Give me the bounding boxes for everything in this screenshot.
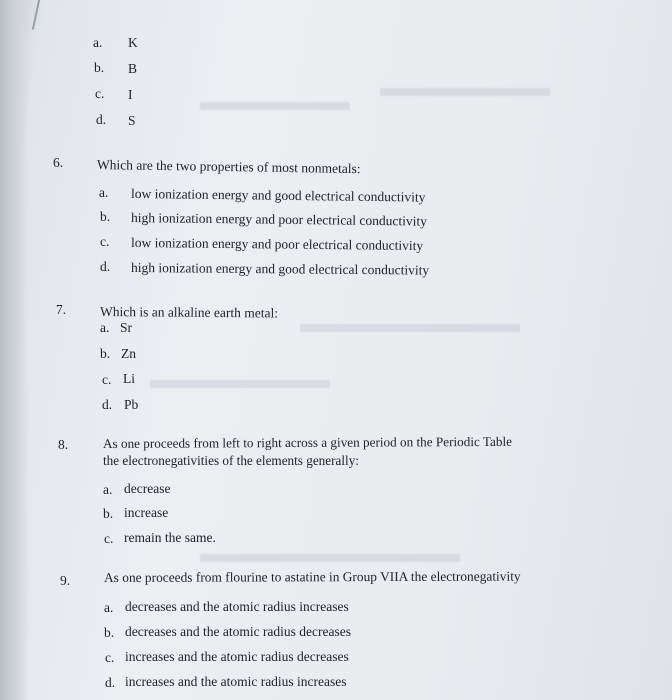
option-letter: b. — [103, 506, 114, 521]
option-letter: c. — [105, 650, 115, 665]
option-letter: a. — [93, 35, 103, 50]
option-text: decreases and the atomic radius increases — [125, 599, 349, 614]
show-through-smudge — [150, 380, 330, 388]
option-letter: d. — [102, 397, 113, 412]
show-through-smudge — [300, 324, 520, 332]
option-letter: a. — [99, 185, 109, 200]
option-text: Zn — [121, 346, 136, 361]
option-letter: a. — [104, 600, 114, 615]
option-text: decreases and the atomic radius decreases — [125, 624, 352, 639]
option-letter: c. — [95, 86, 105, 101]
option-letter: d. — [100, 259, 111, 274]
option-letter: d. — [105, 675, 116, 690]
option-letter: c. — [104, 531, 114, 546]
question-stem: As one proceeds from flourine to astatine in Group VIIA the electronegativity — [103, 568, 521, 585]
question-stem: As one proceeds from left to right across a given period on the Periodic Table — [102, 433, 513, 451]
option-text: Pb — [124, 397, 139, 412]
show-through-smudge — [200, 554, 460, 562]
option-text: S — [128, 113, 136, 128]
option-text: increase — [124, 505, 169, 520]
option-text: Sr — [120, 320, 133, 335]
question-stem: Which is an alkaline earth metal: — [99, 304, 279, 321]
option-letter: b. — [100, 209, 111, 224]
option-text: Li — [123, 371, 135, 386]
question-stem: Which are the two properties of most nonmetals: — [96, 157, 361, 177]
option-text: I — [128, 87, 133, 102]
option-text: low ionization energy and good electrical conductivity — [130, 186, 426, 205]
option-letter: a. — [103, 482, 113, 497]
option-letter: a. — [100, 320, 110, 335]
question-number: 6. — [53, 155, 64, 170]
option-letter: d. — [96, 112, 107, 127]
option-text: high ionization energy and good electrical conductivity — [130, 260, 430, 278]
option-text: high ionization energy and poor electrical conductivity — [130, 210, 427, 229]
option-text: decrease — [124, 481, 171, 496]
option-letter: c. — [100, 234, 110, 249]
question-number: 9. — [60, 573, 71, 588]
option-text: remain the same. — [124, 530, 216, 545]
option-text: increases and the atomic radius increases — [125, 674, 347, 689]
option-text: K — [128, 35, 138, 50]
option-text: B — [128, 61, 138, 76]
question-number: 7. — [56, 302, 67, 317]
question-number: 8. — [58, 437, 69, 452]
show-through-smudge — [200, 102, 350, 110]
option-letter: b. — [104, 625, 115, 640]
show-through-smudge — [380, 88, 550, 96]
option-letter: b. — [94, 60, 105, 75]
option-letter: b. — [100, 346, 111, 361]
option-text: increases and the atomic radius decreases — [125, 649, 349, 664]
option-letter: c. — [102, 372, 112, 387]
question-stem: the electronegativities of the elements generally: — [103, 453, 359, 468]
option-text: low ionization energy and poor electrical conductivity — [130, 235, 424, 254]
